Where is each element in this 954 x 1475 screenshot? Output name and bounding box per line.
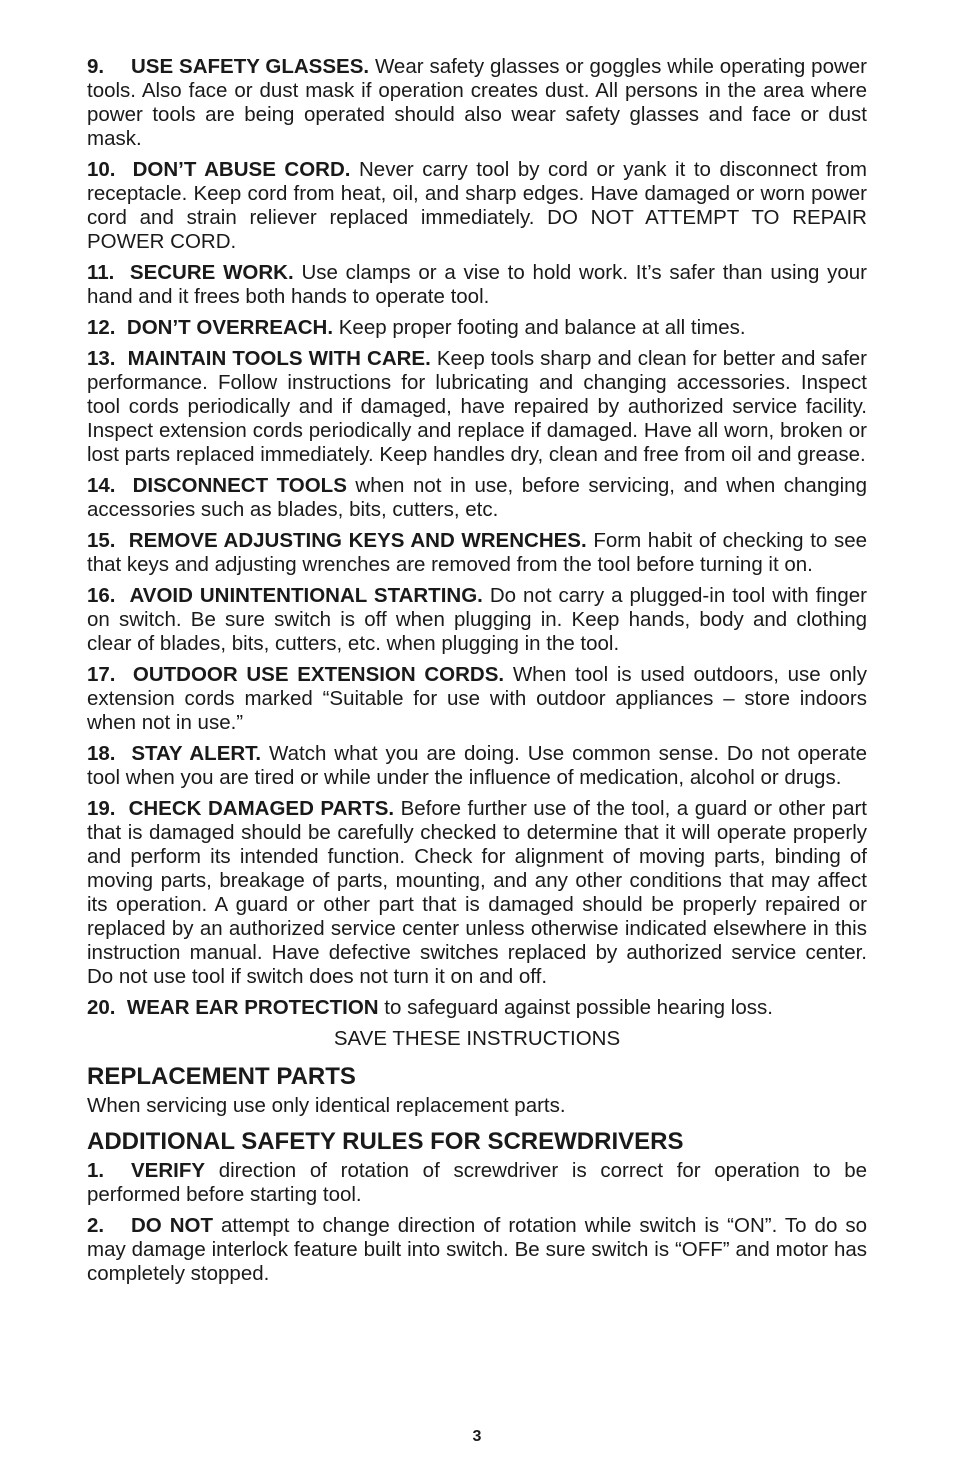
- rule-text: when not in use, before servicing, and when changing accessories such as blades, bits, cutters, etc.: [87, 474, 867, 521]
- rule-number: 16.: [87, 584, 116, 607]
- save-instructions: SAVE THESE INSTRUCTIONS: [333, 1027, 621, 1050]
- rule-9: [87, 55, 867, 151]
- rule-heading: DO NOT: [131, 1214, 214, 1237]
- rule-number: 19.: [87, 797, 116, 820]
- rule-heading: DON’T OVERREACH.: [126, 316, 334, 339]
- rule-text: Never carry tool by cord or yank it to disconnect from receptacle. Keep cord from heat, oil, and sharp edges. Have damaged or worn power cord and strain reliever replaced immediately. DO NOT ATTEMPT TO REPAIR POWER CORD.: [87, 158, 867, 253]
- rule-16: [87, 584, 867, 656]
- rule-heading: OUTDOOR USE EXTENSION CORDS.: [132, 663, 505, 686]
- rule-text: to safeguard against possible hearing loss.: [378, 996, 773, 1019]
- rule-heading: DISCONNECT TOOLS: [132, 474, 347, 497]
- rule-heading: USE SAFETY GLASSES.: [131, 55, 370, 78]
- rule-20: [87, 996, 867, 1020]
- rule-text: Wear safety glasses or goggles while operating power tools. Also face or dust mask if operation creates dust. All persons in the area where power tools are being operated should also wear safety glasses and face or dust mask.: [87, 55, 867, 150]
- rule-heading: MAINTAIN TOOLS WITH CARE.: [127, 347, 431, 370]
- rule-text: Before further use of the tool, a guard or other part that is damaged should be carefully checked to determine that it will operate properly and perform its intended function. Check for alignment of moving parts, binding of moving parts, breakage of parts, mounting, and any other conditions that may affect its operation. A guard or other part that is damaged should be properly repaired or replaced by an authorized service center unless otherwise indicated elsewhere in this instruction manual. Have defective switches replaced by authorized service center. Do not use tool if switch does not turn it on and off.: [87, 797, 867, 988]
- replacement-parts-title: REPLACEMENT PARTS: [87, 1063, 356, 1090]
- rule-14: [87, 474, 867, 522]
- screwdriver-rule-1: [87, 1159, 867, 1207]
- rule-heading: SECURE WORK.: [129, 261, 294, 284]
- rule-number: 9.: [87, 55, 105, 78]
- rule-heading: DON’T ABUSE CORD.: [132, 158, 351, 181]
- rule-text: Watch what you are doing. Use common sense. Do not operate tool when you are tired or while under the influence of medication, alcohol or drugs.: [87, 742, 867, 789]
- screwdriver-rules-title: ADDITIONAL SAFETY RULES FOR SCREWDRIVERS: [87, 1128, 684, 1155]
- page-number: 3: [472, 1428, 482, 1445]
- rule-10: [87, 158, 867, 254]
- rule-13: [87, 347, 867, 467]
- rule-text: Keep tools sharp and clean for better and safer performance. Follow instructions for lubricating and changing accessories. Inspect tool cords periodically and if damaged, have repaired by authorized service facility. Inspect extension cords periodically and replace if damaged. Have all worn, broken or lost parts replaced immediately. Keep handles dry, clean and free from oil and grease.: [87, 347, 867, 466]
- rule-18: [87, 742, 867, 790]
- rule-15: [87, 529, 867, 577]
- rule-11: [87, 261, 867, 309]
- rule-text: Use clamps or a vise to hold work. It’s safer than using your hand and it frees both hands to operate tool.: [87, 261, 867, 308]
- rule-heading: STAY ALERT.: [131, 742, 262, 765]
- rule-19: [87, 797, 867, 989]
- rule-number: 13.: [87, 347, 116, 370]
- rule-text: Keep proper footing and balance at all times.: [333, 316, 746, 339]
- rule-heading: VERIFY: [131, 1159, 206, 1182]
- rule-number: 20.: [87, 996, 116, 1019]
- screwdriver-rule-2: [87, 1214, 867, 1286]
- page-content: [87, 55, 867, 1293]
- rule-heading: WEAR EAR PROTECTION: [126, 996, 379, 1019]
- rule-number: 17.: [87, 663, 116, 686]
- rule-text: Do not carry a plugged-in tool with finger on switch. Be sure switch is off when plugging in. Keep hands, body and clothing clear of blades, bits, cutters, etc. when plugging in the tool.: [87, 584, 867, 655]
- rule-17: [87, 663, 867, 735]
- rule-number: 10.: [87, 158, 116, 181]
- rule-text: When tool is used outdoors, use only extension cords marked “Suitable for use with outdoor appliances – store indoors when not in use.”: [87, 663, 867, 734]
- rule-number: 15.: [87, 529, 116, 552]
- rule-number: 11.: [87, 261, 115, 284]
- rule-12: [87, 316, 867, 340]
- rule-number: 2.: [87, 1214, 105, 1237]
- rule-number: 18.: [87, 742, 116, 765]
- rule-number: 14.: [87, 474, 116, 497]
- rule-number: 12.: [87, 316, 116, 339]
- rule-text: attempt to change direction of rotation while switch is “ON”. To do so may damage interlock feature built into switch. Be sure switch is “OFF” and motor has completely stopped.: [87, 1214, 868, 1285]
- rule-heading: AVOID UNINTENTIONAL STARTING.: [129, 584, 483, 607]
- rule-heading: CHECK DAMAGED PARTS.: [128, 797, 395, 820]
- replacement-parts-text: When servicing use only identical replacement parts.: [87, 1094, 566, 1117]
- rule-text: direction of rotation of screwdriver is correct for operation to be performed before starting tool.: [87, 1159, 867, 1206]
- rule-heading: REMOVE ADJUSTING KEYS AND WRENCHES.: [128, 529, 587, 552]
- rule-number: 1.: [87, 1159, 105, 1182]
- rule-text: Form habit of checking to see that keys and adjusting wrenches are removed from the tool before turning it on.: [87, 529, 867, 576]
